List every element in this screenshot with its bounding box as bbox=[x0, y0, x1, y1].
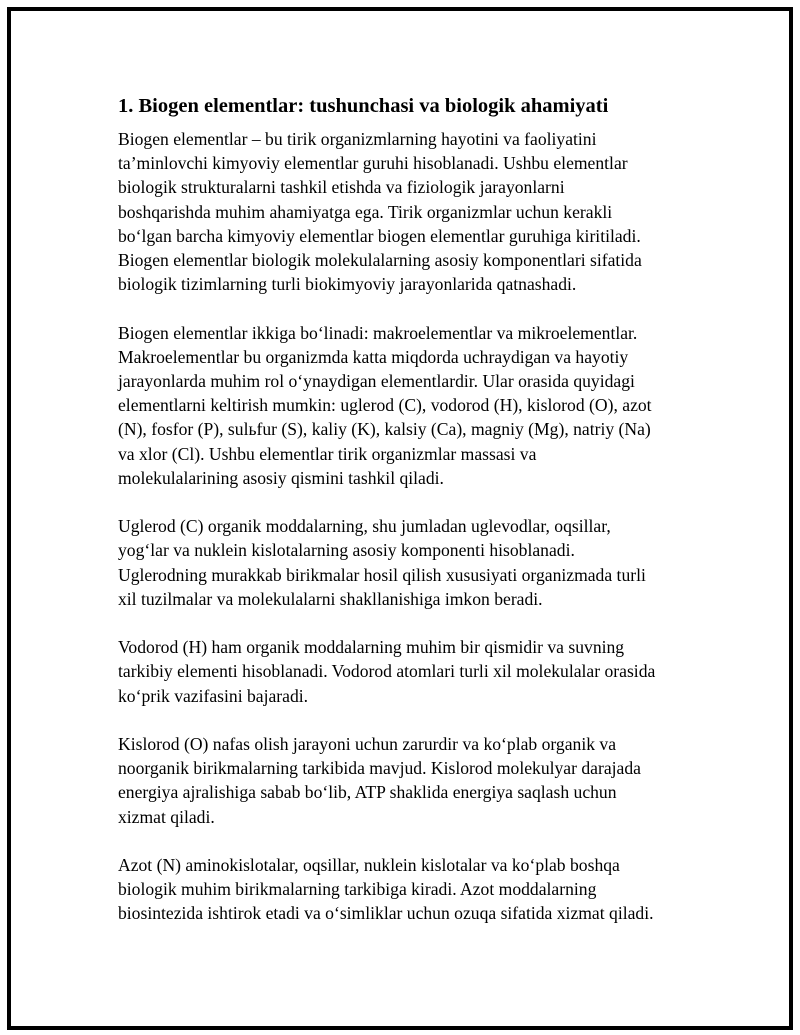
paragraph-line: jarayonlarda muhim rol o‘ynaydigan elementlardir. Ular orasida quyidagi bbox=[118, 371, 635, 392]
paragraph-line: molekulalarining asosiy qismini tashkil qiladi. bbox=[118, 467, 444, 488]
paragraph bbox=[118, 635, 698, 708]
paragraph-line: ta’minlovchi kimyoviy elementlar guruhi hisoblanadi. Ushbu elementlar bbox=[118, 153, 628, 174]
paragraph-line: Biogen elementlar biologik molekulalarning asosiy komponentlari sifatida bbox=[118, 250, 642, 271]
paragraph-line: elementlarni keltirish mumkin: uglerod (C), vodorod (H), kislorod (O), azot bbox=[118, 395, 652, 416]
paragraph-line: Biogen elementlar ikkiga bo‘linadi: makroelementlar va mikroelementlar. bbox=[118, 322, 638, 343]
paragraph-line: Kislorod (O) nafas olish jarayoni uchun zarurdir va ko‘plab organik va bbox=[118, 734, 617, 755]
paragraph-line: tarkibiy elementi hisoblanadi. Vodorod atomlari turli xil molekulalar orasida bbox=[118, 661, 656, 682]
paragraph-line: yog‘lar va nuklein kislotalarning asosiy komponenti hisoblanadi. bbox=[118, 540, 575, 561]
paragraph-line: xizmat qiladi. bbox=[118, 806, 215, 827]
paragraph-line: biosintezida ishtirok etadi va o‘simliklar uchun ozuqa sifatida xizmat qiladi. bbox=[118, 903, 654, 924]
paragraph-line: biologik muhim birikmalarning tarkibiga kiradi. Azot moddalarning bbox=[118, 879, 597, 900]
paragraph-line: Vodorod (H) ham organik moddalarning muhim bir qismidir va suvning bbox=[118, 637, 625, 658]
paragraph-line: biologik tizimlarning turli biokimyoviy jarayonlarida qatnashadi. bbox=[118, 274, 577, 295]
section-heading: 1. Biogen elementlar: tushunchasi va biologik ahamiyati bbox=[118, 95, 609, 117]
document-body bbox=[118, 92, 698, 950]
paragraph-line: Azot (N) aminokislotalar, oqsillar, nuklein kislotalar va ko‘plab boshqa bbox=[118, 855, 620, 876]
paragraph-line: energiya ajralishiga sabab bo‘lib, ATP shaklida energiya saqlash uchun bbox=[118, 782, 617, 803]
paragraph-container bbox=[118, 127, 698, 926]
paragraph-line: boshqarishda muhim ahamiyatga ega. Tirik organizmlar uchun kerakli bbox=[118, 201, 613, 222]
paragraph-line: biologik strukturalarni tashkil etishda va fiziologik jarayonlarni bbox=[118, 177, 565, 198]
paragraph-line: va xlor (Cl). Ushbu elementlar tirik organizmlar massasi va bbox=[118, 443, 537, 464]
paragraph-line: xil tuzilmalar va molekulalarni shakllanishiga imkon beradi. bbox=[118, 588, 543, 609]
paragraph bbox=[118, 853, 698, 926]
paragraph bbox=[118, 321, 698, 490]
paragraph-line: Uglerodning murakkab birikmalar hosil qilish xususiyati organizmada turli bbox=[118, 564, 646, 585]
paragraph-line: Uglerod (C) organik moddalarning, shu jumladan uglevodlar, oqsillar, bbox=[118, 516, 611, 537]
paragraph-line: noorganik birikmalarning tarkibida mavjud. Kislorod molekulyar darajada bbox=[118, 758, 641, 779]
paragraph bbox=[118, 514, 698, 611]
paragraph bbox=[118, 127, 698, 296]
paragraph-line: bo‘lgan barcha kimyoviy elementlar biogen elementlar guruhiga kiritiladi. bbox=[118, 225, 641, 246]
paragraph bbox=[118, 732, 698, 829]
paragraph-line: Biogen elementlar – bu tirik organizmlarning hayotini va faoliyatini bbox=[118, 129, 597, 149]
paragraph-line: (N), fosfor (P), sulьfur (S), kaliy (K), kalsiy (Ca), magniy (Mg), natriy (Na) bbox=[118, 419, 651, 440]
paragraph-line: ko‘prik vazifasini bajaradi. bbox=[118, 685, 309, 706]
paragraph-line: Makroelementlar bu organizmda katta miqdorda uchraydigan va hayotiy bbox=[118, 346, 629, 367]
